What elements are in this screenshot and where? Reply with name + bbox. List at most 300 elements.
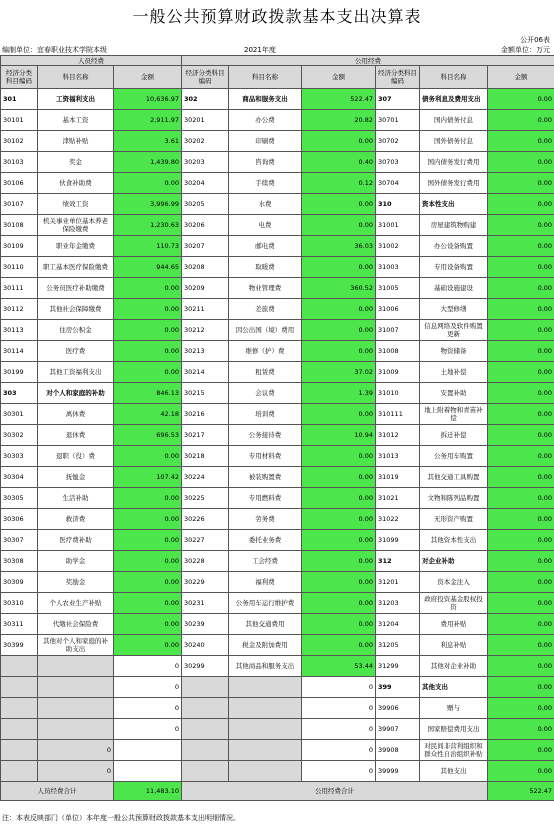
amount-cell: 0.00 <box>114 572 182 593</box>
amount-cell: 0.00 <box>302 488 376 509</box>
name-cell: 拆迁补偿 <box>420 425 488 446</box>
code-cell: 30201 <box>182 110 229 131</box>
amount-cell: 0.00 <box>114 299 182 320</box>
code-cell: 30199 <box>1 362 38 383</box>
table-row <box>1 551 554 572</box>
amount-cell: 0.00 <box>488 467 554 488</box>
table-row <box>1 299 554 320</box>
amount-cell: 0 <box>114 719 182 740</box>
name-cell: 奖励金 <box>38 572 114 593</box>
table-row <box>1 341 554 362</box>
code-cell: 30229 <box>182 572 229 593</box>
name-cell: 其他社会保障缴费 <box>38 299 114 320</box>
name-cell <box>38 656 114 677</box>
header-name-1: 科目名称 <box>38 66 114 89</box>
amount-cell: 360.52 <box>302 278 376 299</box>
name-cell: 机关事业单位基本养老保险缴费 <box>38 215 114 236</box>
name-cell: 物资储备 <box>420 341 488 362</box>
name-cell: 因公出国（境）费用 <box>229 320 302 341</box>
code-cell: 39908 <box>376 740 420 761</box>
amount-cell: 107.42 <box>114 467 182 488</box>
code-cell: 30207 <box>182 236 229 257</box>
amount-cell: 1,230.63 <box>114 215 182 236</box>
amount-cell: 0.00 <box>488 530 554 551</box>
code-cell: 31205 <box>376 635 420 656</box>
public-total-value: 522.47 <box>488 782 554 801</box>
table-row <box>1 362 554 383</box>
name-cell: 物业管理费 <box>229 278 302 299</box>
amount-cell: 0.00 <box>302 635 376 656</box>
code-cell: 31022 <box>376 509 420 530</box>
amount-cell: 0.00 <box>114 551 182 572</box>
code-cell: 30103 <box>1 152 38 173</box>
amount-cell: 10,636.97 <box>114 89 182 110</box>
name-cell: 职业年金缴费 <box>38 236 114 257</box>
amount-cell: 696.53 <box>114 425 182 446</box>
name-cell: 代缴社会保险费 <box>38 614 114 635</box>
section-header-row <box>1 56 554 66</box>
code-cell: 399 <box>376 677 420 698</box>
name-cell: 专用燃料费 <box>229 488 302 509</box>
amount-cell: 0.00 <box>488 257 554 278</box>
name-cell: 离休费 <box>38 404 114 425</box>
amount-cell: 0.00 <box>488 236 554 257</box>
header-amount-1: 金额 <box>114 66 182 89</box>
table-row <box>1 698 554 719</box>
table-row <box>1 593 554 614</box>
code-cell: 30702 <box>376 131 420 152</box>
amount-cell: 0 <box>114 656 182 677</box>
table-row <box>1 572 554 593</box>
amount-cell: 0.00 <box>488 341 554 362</box>
code-cell: 30102 <box>1 131 38 152</box>
money-unit: 金额单位：万元 <box>501 46 550 54</box>
code-cell <box>1 719 38 740</box>
code-cell: 310 <box>376 194 420 215</box>
header-code-2: 经济分类科目编码 <box>182 66 229 89</box>
code-cell <box>1 698 38 719</box>
code-cell: 31201 <box>376 572 420 593</box>
table-row <box>1 320 554 341</box>
table-row <box>1 761 554 782</box>
code-cell: 31002 <box>376 236 420 257</box>
code-cell: 30101 <box>1 110 38 131</box>
code-cell: 30217 <box>182 425 229 446</box>
amount-cell: 0 <box>114 698 182 719</box>
amount-cell: 0.00 <box>114 446 182 467</box>
name-cell: 个人农业生产补贴 <box>38 593 114 614</box>
code-cell: 30309 <box>1 572 38 593</box>
amount-cell: 0.00 <box>302 593 376 614</box>
code-cell: 30110 <box>1 257 38 278</box>
amount-cell: 1.39 <box>302 383 376 404</box>
name-cell: 职工基本医疗保险缴费 <box>38 257 114 278</box>
name-cell: 资本性支出 <box>420 194 488 215</box>
code-cell: 30112 <box>1 299 38 320</box>
code-cell <box>1 677 38 698</box>
table-row <box>1 467 554 488</box>
amount-cell: 0.00 <box>488 551 554 572</box>
name-cell: 奖金 <box>38 152 114 173</box>
table-row <box>1 446 554 467</box>
table-row <box>1 257 554 278</box>
code-cell: 30108 <box>1 215 38 236</box>
amount-cell: 0.00 <box>488 194 554 215</box>
amount-cell <box>114 761 182 782</box>
name-cell: 邮电费 <box>229 236 302 257</box>
name-cell: 维修（护）费 <box>229 341 302 362</box>
amount-cell: 0.00 <box>488 425 554 446</box>
code-cell: 307 <box>376 89 420 110</box>
name-cell <box>229 740 302 761</box>
table-row <box>1 194 554 215</box>
amount-cell: 846.13 <box>114 383 182 404</box>
amount-cell: 0.00 <box>488 509 554 530</box>
footnote: 注：本表反映部门（单位）本年度一般公共预算财政拨款基本支出明细情况。 <box>2 814 240 822</box>
code-cell: 31204 <box>376 614 420 635</box>
name-cell: 土地补偿 <box>420 362 488 383</box>
name-cell: 政府投资基金股权投资 <box>420 593 488 614</box>
amount-cell: 0.00 <box>114 614 182 635</box>
name-cell: 其他支出 <box>420 761 488 782</box>
code-cell: 31003 <box>376 257 420 278</box>
amount-cell: 0.00 <box>488 215 554 236</box>
amount-cell: 0.00 <box>302 257 376 278</box>
amount-cell: 0.00 <box>488 110 554 131</box>
code-cell: 31006 <box>376 299 420 320</box>
code-cell: 30208 <box>182 257 229 278</box>
header-code-3: 经济分类科目编码 <box>376 66 420 89</box>
code-cell <box>182 677 229 698</box>
amount-cell: 0.00 <box>488 614 554 635</box>
code-cell: 30305 <box>1 488 38 509</box>
amount-cell: 522.47 <box>302 89 376 110</box>
header-code-1: 经济分类科目编码 <box>1 66 38 89</box>
amount-cell: 0.00 <box>488 362 554 383</box>
name-cell <box>38 677 114 698</box>
name-cell: 津贴补贴 <box>38 131 114 152</box>
amount-cell: 0.00 <box>488 446 554 467</box>
table-row <box>1 215 554 236</box>
code-cell: 30703 <box>376 152 420 173</box>
name-cell: 其他对企业补助 <box>420 656 488 677</box>
code-cell: 30304 <box>1 467 38 488</box>
name-cell: 对民间非营利组织和群众性自治组织补贴 <box>420 740 488 761</box>
code-cell: 30211 <box>182 299 229 320</box>
code-cell: 30302 <box>1 425 38 446</box>
name-cell: 安置补助 <box>420 383 488 404</box>
table-row <box>1 509 554 530</box>
amount-cell: 2,911.97 <box>114 110 182 131</box>
code-cell: 30303 <box>1 446 38 467</box>
code-cell: 31203 <box>376 593 420 614</box>
header-amount-3: 金额 <box>488 66 554 89</box>
report-title: 一般公共预算财政拨款基本支出决算表 <box>132 7 422 26</box>
name-cell: 其他对个人和家庭的补助支出 <box>38 635 114 656</box>
name-cell: 地上附着物和青苗补偿 <box>420 404 488 425</box>
amount-cell: 0.00 <box>488 572 554 593</box>
amount-cell: 0.00 <box>488 278 554 299</box>
name-cell: 伙食补助费 <box>38 173 114 194</box>
code-cell: 30109 <box>1 236 38 257</box>
table-row <box>1 236 554 257</box>
amount-cell: 0.00 <box>302 131 376 152</box>
amount-cell: 0.00 <box>114 362 182 383</box>
code-cell: 31005 <box>376 278 420 299</box>
amount-cell: 0.00 <box>302 404 376 425</box>
amount-cell: 0.00 <box>114 530 182 551</box>
code-cell <box>1 740 38 761</box>
name-cell: 印刷费 <box>229 131 302 152</box>
code-cell: 30216 <box>182 404 229 425</box>
name-cell: 委托业务费 <box>229 530 302 551</box>
amount-cell: 0.00 <box>302 551 376 572</box>
amount-cell <box>114 740 182 761</box>
code-cell: 30240 <box>182 635 229 656</box>
code-cell <box>1 656 38 677</box>
personnel-total-label: 人员经费合计 <box>1 782 114 801</box>
amount-cell: 0.00 <box>302 572 376 593</box>
amount-cell: 0.00 <box>302 299 376 320</box>
amount-cell: 0.00 <box>302 467 376 488</box>
amount-cell: 0.00 <box>302 320 376 341</box>
code-cell: 30301 <box>1 404 38 425</box>
name-cell: 国内债务付息 <box>420 110 488 131</box>
code-cell: 303 <box>1 383 38 404</box>
name-cell: 被装购置费 <box>229 467 302 488</box>
name-cell: 培训费 <box>229 404 302 425</box>
amount-cell: 0 <box>302 761 376 782</box>
name-cell: 助学金 <box>38 551 114 572</box>
code-cell: 30299 <box>182 656 229 677</box>
code-cell: 39999 <box>376 761 420 782</box>
amount-cell: 0.00 <box>488 761 554 782</box>
year-label: 2021年度 <box>244 46 276 54</box>
name-cell: 咨询费 <box>229 152 302 173</box>
amount-cell: 0.00 <box>488 719 554 740</box>
name-cell: 大型修缮 <box>420 299 488 320</box>
name-cell: 生活补助 <box>38 488 114 509</box>
code-cell: 30399 <box>1 635 38 656</box>
amount-cell: 0.00 <box>488 593 554 614</box>
amount-cell: 944.65 <box>114 257 182 278</box>
table-row <box>1 173 554 194</box>
amount-cell: 110.73 <box>114 236 182 257</box>
name-cell: 基本工资 <box>38 110 114 131</box>
name-cell: 医疗费补助 <box>38 530 114 551</box>
public-section-label: 公用经费 <box>182 56 554 66</box>
table-row <box>1 131 554 152</box>
code-cell: 30107 <box>1 194 38 215</box>
name-cell: 其他资本性支出 <box>420 530 488 551</box>
amount-cell: 0.00 <box>114 509 182 530</box>
amount-cell: 0.00 <box>302 509 376 530</box>
code-cell: 301 <box>1 89 38 110</box>
header-name-2: 科目名称 <box>229 66 302 89</box>
name-cell: 劳务费 <box>229 509 302 530</box>
table-row <box>1 425 554 446</box>
code-cell: 30215 <box>182 383 229 404</box>
name-cell: 利息补贴 <box>420 635 488 656</box>
code-cell: 30111 <box>1 278 38 299</box>
amount-cell: 0.00 <box>302 215 376 236</box>
amount-cell: 0.00 <box>488 383 554 404</box>
name-cell: 会议费 <box>229 383 302 404</box>
name-cell: 抚恤金 <box>38 467 114 488</box>
code-cell: 31009 <box>376 362 420 383</box>
name-cell: 水费 <box>229 194 302 215</box>
code-cell <box>182 698 229 719</box>
name-cell: 其他商品和服务支出 <box>229 656 302 677</box>
amount-cell: 0.00 <box>488 488 554 509</box>
amount-cell: 0.00 <box>488 404 554 425</box>
column-header-row <box>1 66 554 89</box>
personnel-section-label: 人员经费 <box>1 56 182 66</box>
amount-cell: 0.00 <box>488 635 554 656</box>
name-cell: 电费 <box>229 215 302 236</box>
amount-cell: 0 <box>302 677 376 698</box>
table-row <box>1 614 554 635</box>
name-cell: 医疗费 <box>38 341 114 362</box>
amount-cell: 0.00 <box>488 320 554 341</box>
name-cell: 房屋建筑物购建 <box>420 215 488 236</box>
code-cell: 30227 <box>182 530 229 551</box>
code-cell: 31019 <box>376 467 420 488</box>
amount-cell: 0.00 <box>488 152 554 173</box>
name-cell: 公务员医疗补助缴费 <box>38 278 114 299</box>
name-cell: 文物和陈列品购置 <box>420 488 488 509</box>
name-cell: 退休费 <box>38 425 114 446</box>
amount-cell: 10.94 <box>302 425 376 446</box>
amount-cell: 0.00 <box>488 677 554 698</box>
amount-cell: 0.12 <box>302 173 376 194</box>
name-cell <box>38 719 114 740</box>
table-row <box>1 635 554 656</box>
name-cell: 资本金注入 <box>420 572 488 593</box>
amount-cell: 0 <box>302 719 376 740</box>
code-cell: 30701 <box>376 110 420 131</box>
unit-label: 编制单位：宜春职业技术学院本级 <box>2 46 107 54</box>
amount-cell: 0.00 <box>488 740 554 761</box>
amount-cell: 0 <box>302 740 376 761</box>
name-cell: 工会经费 <box>229 551 302 572</box>
code-cell: 30209 <box>182 278 229 299</box>
amount-cell: 0 <box>114 677 182 698</box>
name-cell: 公务接待费 <box>229 425 302 446</box>
amount-cell: 0.00 <box>488 698 554 719</box>
name-cell: 税金及附加费用 <box>229 635 302 656</box>
code-cell: 31013 <box>376 446 420 467</box>
code-cell: 30307 <box>1 530 38 551</box>
table-row <box>1 404 554 425</box>
personnel-total-value: 11,483.10 <box>114 782 182 801</box>
name-cell: 其他交通工具购置 <box>420 467 488 488</box>
code-cell: 30212 <box>182 320 229 341</box>
table-row <box>1 383 554 404</box>
name-cell <box>38 698 114 719</box>
name-cell: 手续费 <box>229 173 302 194</box>
code-cell: 312 <box>376 551 420 572</box>
name-cell: 0 <box>38 740 114 761</box>
name-cell: 公务用车购置 <box>420 446 488 467</box>
code-cell: 39907 <box>376 719 420 740</box>
name-cell: 办公设备购置 <box>420 236 488 257</box>
code-cell <box>182 761 229 782</box>
name-cell: 差旅费 <box>229 299 302 320</box>
code-cell: 30205 <box>182 194 229 215</box>
amount-cell: 37.02 <box>302 362 376 383</box>
amount-cell: 3.61 <box>114 131 182 152</box>
code-cell: 30228 <box>182 551 229 572</box>
amount-cell: 0.00 <box>488 89 554 110</box>
amount-cell: 0.00 <box>302 194 376 215</box>
form-code: 公开06表 <box>520 36 550 44</box>
code-cell: 30308 <box>1 551 38 572</box>
code-cell: 30704 <box>376 173 420 194</box>
name-cell: 住房公积金 <box>38 320 114 341</box>
amount-cell: 0.00 <box>488 656 554 677</box>
amount-cell: 20.82 <box>302 110 376 131</box>
name-cell: 国内债务发行费用 <box>420 152 488 173</box>
name-cell <box>229 677 302 698</box>
name-cell: 退职（役）费 <box>38 446 114 467</box>
amount-cell: 0.00 <box>114 488 182 509</box>
amount-cell: 0.00 <box>302 446 376 467</box>
amount-cell: 0.00 <box>114 320 182 341</box>
code-cell: 30218 <box>182 446 229 467</box>
name-cell: 工资福利支出 <box>38 89 114 110</box>
code-cell: 31001 <box>376 215 420 236</box>
code-cell <box>1 761 38 782</box>
code-cell: 310111 <box>376 404 420 425</box>
code-cell: 39906 <box>376 698 420 719</box>
name-cell: 取暖费 <box>229 257 302 278</box>
totals-row <box>1 782 554 801</box>
name-cell: 专用设备购置 <box>420 257 488 278</box>
code-cell <box>182 719 229 740</box>
code-cell: 30306 <box>1 509 38 530</box>
code-cell: 302 <box>182 89 229 110</box>
table-row <box>1 152 554 173</box>
name-cell: 商品和服务支出 <box>229 89 302 110</box>
code-cell: 31010 <box>376 383 420 404</box>
table-row <box>1 278 554 299</box>
name-cell: 国外债务付息 <box>420 131 488 152</box>
table-row <box>1 488 554 509</box>
name-cell: 0 <box>38 761 114 782</box>
code-cell: 30310 <box>1 593 38 614</box>
name-cell: 福利费 <box>229 572 302 593</box>
header-name-3: 科目名称 <box>420 66 488 89</box>
name-cell: 办公费 <box>229 110 302 131</box>
code-cell: 30202 <box>182 131 229 152</box>
code-cell: 30214 <box>182 362 229 383</box>
name-cell: 信息网络及软件购置更新 <box>420 320 488 341</box>
code-cell: 31021 <box>376 488 420 509</box>
amount-cell: 0.00 <box>488 299 554 320</box>
name-cell: 国家赔偿费用支出 <box>420 719 488 740</box>
name-cell: 其他交通费用 <box>229 614 302 635</box>
name-cell <box>229 719 302 740</box>
amount-cell: 3,996.99 <box>114 194 182 215</box>
amount-cell: 53.44 <box>302 656 376 677</box>
code-cell: 31299 <box>376 656 420 677</box>
code-cell: 30106 <box>1 173 38 194</box>
amount-cell: 0.00 <box>302 614 376 635</box>
code-cell: 31012 <box>376 425 420 446</box>
table-row <box>1 740 554 761</box>
name-cell: 对企业补助 <box>420 551 488 572</box>
